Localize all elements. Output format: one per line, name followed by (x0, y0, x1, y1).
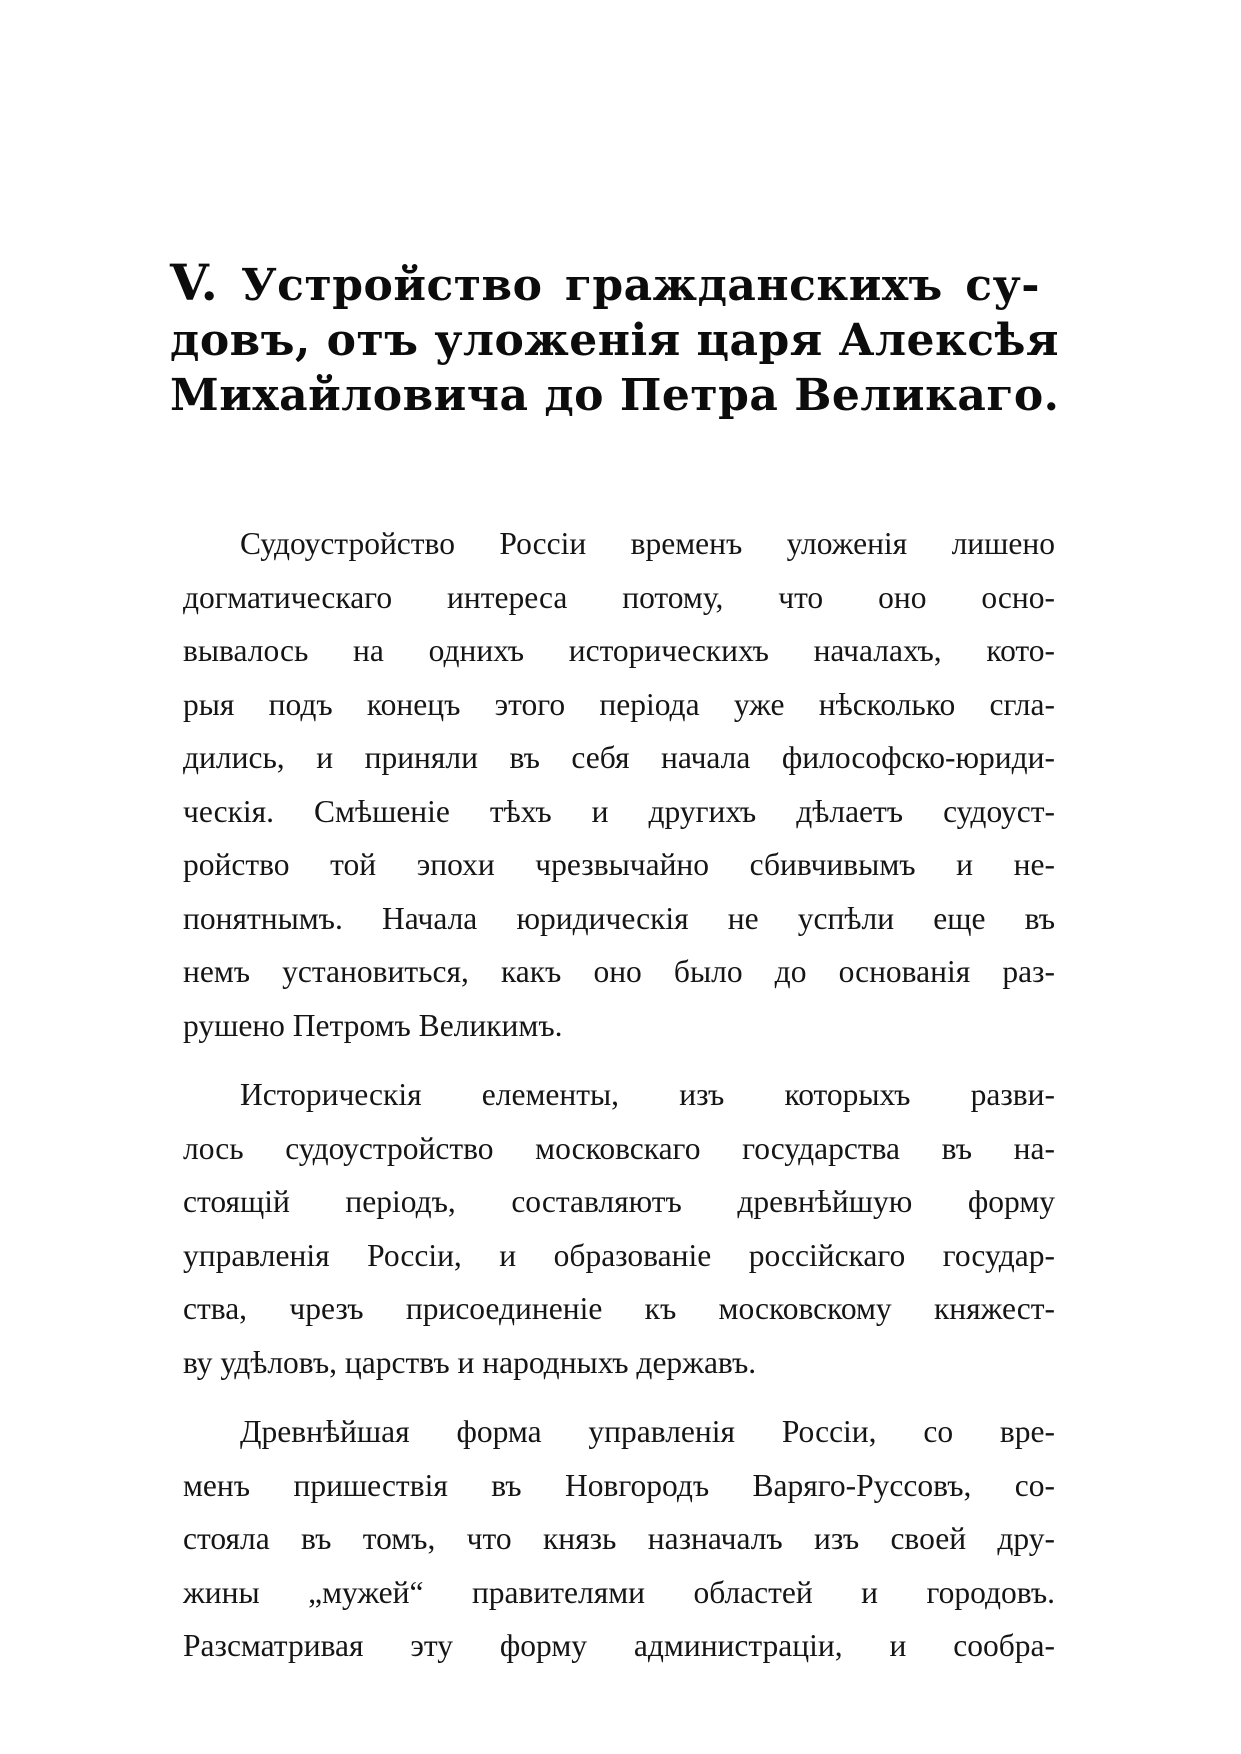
text-line: ву удѣловъ, царствъ и народныхъ державъ. (183, 1344, 757, 1380)
paragraph-1 (183, 517, 1055, 1052)
heading-line: Михайловича до Петра Великаго. (170, 370, 1060, 421)
text-line: стоящій періодъ, составляютъ древнѣйшую форму (183, 1184, 1055, 1219)
text-line: рыя подъ конецъ этого періода уже нѣсколько сгла- (183, 686, 1055, 722)
text-line: Разсматривая эту форму администраціи, и сообра- (183, 1628, 1055, 1663)
text-line: Судоустройство Россіи временъ уложенія лишено (240, 526, 1055, 561)
text-line: рушено Петромъ Великимъ. (183, 1007, 563, 1043)
text-line: ройство той эпохи чрезвычайно сбивчивымъ и не- (183, 847, 1055, 882)
chapter-numeral: V. (170, 253, 219, 312)
text-line: немъ установиться, какъ оно было до основанія раз- (183, 954, 1055, 989)
heading-line (170, 255, 1040, 313)
text-line: вывалось на однихъ историческихъ началахъ, кото- (183, 633, 1055, 668)
text-line: менъ пришествія въ Новгородъ Варяго-Руссовъ, со- (183, 1467, 1055, 1503)
text-line: понятнымъ. Начала юридическія не успѣли еще въ (183, 900, 1055, 936)
paragraph-3 (183, 1405, 1055, 1673)
text-line: Древнѣйшая форма управленія Россіи, со вре- (240, 1414, 1055, 1449)
heading-line: довъ, отъ уложенія царя Алексѣя (170, 315, 1059, 366)
text-line: ства, чрезъ присоединеніе къ московскому княжест- (183, 1291, 1055, 1326)
text-line: дились, и приняли въ себя начала философско-юриди- (183, 740, 1055, 775)
text-line: догматическаго интереса потому, что оно осно- (183, 579, 1055, 615)
text-line: лось судоустройство московскаго государства въ на- (183, 1130, 1055, 1166)
text-line: управленія Россіи, и образованіе россійскаго государ- (183, 1237, 1055, 1273)
text-line: стояла въ томъ, что князь назначалъ изъ своей дру- (183, 1521, 1055, 1556)
text-line: Историческія елементы, изъ которыхъ разви- (240, 1077, 1055, 1112)
heading-line-text: Устройство гражданскихъ су- (240, 260, 1040, 311)
text-line: ческія. Смѣшеніе тѣхъ и другихъ дѣлаетъ судоуст- (183, 793, 1055, 829)
body-text (183, 517, 1055, 1673)
paragraph-2 (183, 1068, 1055, 1389)
chapter-heading (170, 255, 1070, 423)
text-line: жины „мужей“ правителями областей и городовъ. (183, 1574, 1055, 1610)
